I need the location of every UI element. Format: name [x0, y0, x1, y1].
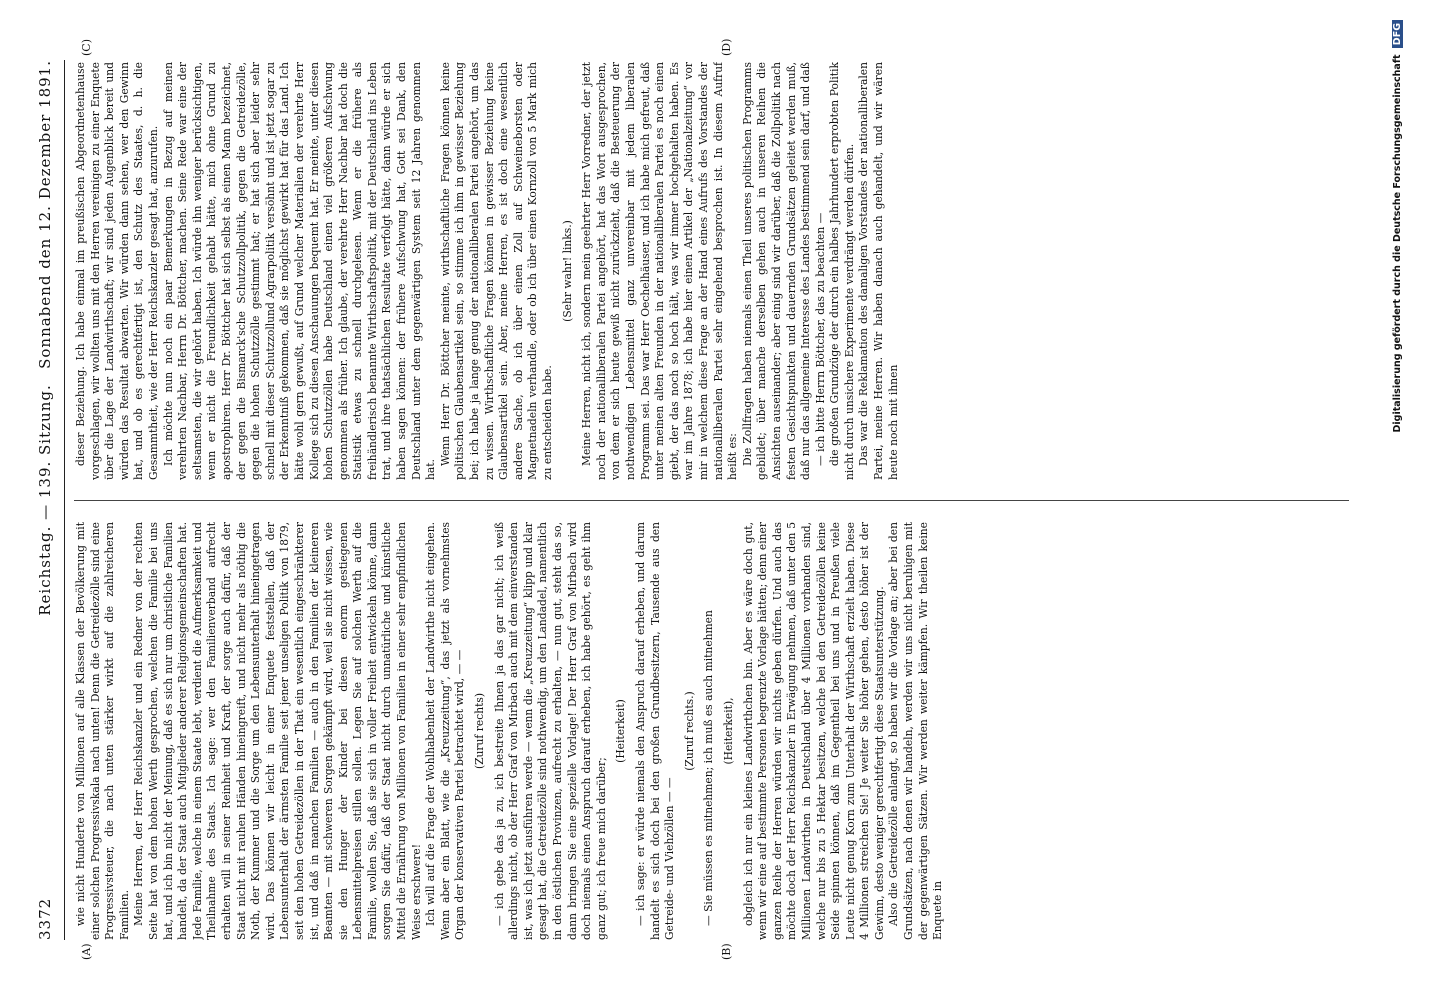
session-date: Sonnabend den 12. Dezember 1891. — [36, 60, 54, 369]
paragraph: Also die Getreidezölle anlangt, so haben wir die Vorlage an; aber bei den Grundsätzen, nach denen wir handeln, werden wir uns nicht beruhigen mit der gegenwärtigen Sätzen. Wir werden weiter kämpfen. Wir theilen keine Enquete in — [887, 522, 945, 940]
paragraph: Das war die Reklamation des damaligen Vorstandes der nationalliberalen Partei, meine Herren. Wir haben danach auch gehandelt, und wir wären heute noch mit ihnen — [857, 62, 900, 480]
paragraph: — Sie müssen es mitnehmen; ich muß es auch mitnehmen — [702, 610, 716, 926]
margin-marker-a: (A) — [80, 943, 93, 960]
interjection: (Zuruf rechts.) — [682, 691, 696, 771]
margin-marker-d: (D) — [720, 38, 733, 56]
paragraph: Die Zollfragen haben niemals einen Theil unseres politischen Programms gebildet; über manche derselben gehen auch in unseren Reihen die Ansichten auseinander; aber einig sind wir darüber, daß die Zollpolitik nach festen Gesichtspunkten und dauernden Grundsätzen geleitet werden muß, daß nur das allgemeine Interesse des Landes bestimmend sein darf, und daß — [740, 62, 813, 480]
dfg-logo: DFG — [1392, 20, 1403, 48]
left-column — [74, 522, 1349, 940]
digitization-note — [1392, 20, 1410, 580]
paragraph: Meine Herren, der Herr Reichskanzler und ein Redner von der rechten Seite hat von dem hohen Werth gesprochen, welchen die Familie bei uns hat, und ich bin nicht der Meinung, daß es sich nur um christliche Familien handelt, da der Staat auch Mitglieder anderer Religionsgemeinschaften hat. Jede Familie, welche in einem Staate lebt, verdient die Aufmerksamkeit und Theilnahme des Staats. Ich sage: wer den Familienverband aufrecht erhalten will in seiner Reinheit und Kraft, der sorge auch dafür, daß der Staat nicht mit rauhen Händen hineingreift, und nicht mehr als nöthig die Noth, der Kummer und die Sorge um den Lebensunterhalt hineingetragen wird. Das können wir leicht in einer Enquete feststellen, daß der Lebensunterhalt der ärmsten Familie seit jener unseligen Politik von 1879, seit den hohen Getreidezöllen in der That ein wesentlich eingeschränkterer ist, und daß in manchen Familien — auch in den Familien der kleineren Beamten — mit schweren Sorgen gekämpft wird, weil sie nicht wissen, wie sie den Hunger der Kinder bei diesen enorm gestiegenen Lebensmittelpreisen stillen sollen. Legen Sie auf solchen Werth auf die Familie, wollen Sie, daß sie sich in voller Freiheit entwickeln könne, dann sorgen Sie dafür, daß der Staat nicht durch unnatürliche und künstliche Mittel die Ernährung von Millionen von Familien in einer sehr empfindlichen Weise erschwere! — [132, 522, 423, 940]
paragraph: Meine Herren, nicht ich, sondern mein geehrter Herr Vorredner, der jetzt noch der nationalliberalen Partei angehört, hat das Wort ausgesprochen, von dem er sich heute gewiß nicht zurückzieht, daß die Besteuerung der nothwendigen Lebensmittel ganz unvereinbar mit jedem liberalen Programm sei. Das war Herr Oechelhäuser, und ich habe mich gefreut, daß unter meinen alten Freunden in der nationalliberalen Partei es noch einen giebt, der das noch so hoch hält, was wir immer hochgehalten haben. Es war im Jahre 1878; ich habe hier einen Artikel der „Nationalzeitung“ vor mir in welchem diese Frage an der Hand eines Aufrufs des Vorstandes der nationalliberalen Partei sehr eingehend besprochen ist. In diesem Aufruf heißt es: — [580, 62, 740, 480]
margin-marker-b: (B) — [720, 943, 733, 960]
paragraph: die großen Grundzüge der durch ein halbes Jahrhundert erprobten Politik nicht durch unsichere Experimente verdrängt werden dürfen. — [828, 62, 856, 480]
paragraph: Wenn Herr Dr. Böttcher meinte, wirthschaftliche Fragen können keine politischen Glaubensartikel sein, so stimme ich ihm in gewisser Beziehung bei; ich habe ja lange genug der nationalliberalen Partei angehört, um das zu wissen. Wirthschaftliche Fragen können in gewisser Beziehung keine Glaubensartikel sein. Aber, meine Herren, es ist doch eine wesentlich andere Sache, ob ich über einen Zoll auf Schweineborsten oder Magnetnadeln verhandle, oder ob ich über einen Kornzoll von 5 Mark mich zu entscheiden habe. — [438, 62, 554, 480]
interjection: (Zuruf rechts) — [473, 692, 487, 770]
interjection: (Heiterkeit), — [721, 697, 735, 765]
header-rule — [64, 60, 65, 940]
paragraph: — ich bitte Herrn Böttcher, das zu beachten — — [813, 212, 827, 466]
paragraph: — ich sage: er würde niemals den Anspruch darauf erheben, und darum handelt es sich doch bei den großen Grundbesitzern, Tausende aus den Getreide- und Viehzöllen — — — [633, 522, 677, 940]
interjection: (Heiterkeit) — [614, 699, 628, 763]
paragraph: — ich gebe das ja zu, ich bestreite Ihnen ja das gar nicht; ich weiß allerdings nicht, ob der Herr Graf von Mirbach auch mit dem einverstanden ist, was ich jetzt ausführen werde — wenn die „Kreuzzeitung“ klipp und klar gesagt hat, die Getreidezölle sind nothwendig, um den Landadel, namentlich in den östlichen Provinzen, aufrecht zu erhalten, — nun gut, steht das so, dann bringen Sie eine spezielle Vorlage! Der Herr Graf von Mirbach wird doch niemals einen Anspruch darauf erheben, ich habe gehört, es geht ihm ganz gut; ich freue mich darüber; — [492, 522, 608, 940]
paragraph: obgleich ich nur ein kleines Landwirthchen bin. Aber es wäre doch gut, wenn wir eine auf bestimmte Personen begrenzte Vorlage hätten; denn einer ganzen Reihe der Herren würden wir nichts geben dürfen. Und auch das möchte doch der Herr Reichskanzler in Erwägung nehmen, daß unter den 5 Millionen Landwirthen in Deutschland über 4 Millionen vorhanden sind, welche nur bis zu 5 Hektar besitzen, welche bei den Getreidezöllen keine Seide spinnen können, daß im Gegentheil bei uns und in Preußen viele Leute nicht genug Korn zum Unterhalt der Wirthschaft erzielt haben. Diese 4 Millionen streichen Sie! Je weiter Sie höher gehen, desto höher ist der Gewinn, desto weniger gerechtfertigt diese Staatsunterstützung. — [741, 522, 886, 940]
interjection: (Sehr wahr! links.) — [560, 220, 574, 322]
page-header — [30, 60, 62, 940]
right-column — [74, 62, 1349, 480]
paragraph: Ich möchte nun noch ein paar Bemerkungen in Bezug auf meinen verehrten Nachbar, Herrn Dr. Böttcher, machen. Seine Rede war eine der seltsamsten, die wir gehört haben. Ich würde ihn weniger berücksichtigen, wenn er nicht die Freundlichkeit gehabt hätte, mich ohne Grund zu apostrophiren. Herr Dr. Böttcher hat sich selbst als einen Mann bezeichnet, der gegen die Bismarck'sche Schutzzollpolitik, gegen die Getreidezölle, gegen die hohen Schutzzölle gestimmt hat; er hat sich aber leider sehr schnell mit dieser Schutzzollund Agrarpolitik versöhnt und ist jetzt sogar zu der Erkenntniß gekommen, daß sie möglichst gewirkt hat für das Land. Ich hätte wohl gern gewußt, auf Grund welcher Materialien der verehrte Herr Kollege sich zu diesen Anschauungen bequemt hat. Er meinte, unter diesen hohen Schutzzöllen habe Deutschland einen viel größeren Aufschwung genommen als früher. Ich glaube, der verehrte Herr Nachbar hat doch die Statistik etwas zu schnell durchgelesen. Wenn er die frühere als freihändlerisch benannte Wirthschaftspolitik, mit der Deutschland ins Leben trat, und ihre thatsächlichen Resultate verfolgt hätte, dann würde er sich haben sagen können: der frühere Aufschwung hat, Gott sei Dank, den Deutschland unter dem gegenwärtigen System seit 12 Jahren genommen hat. — [161, 62, 438, 480]
column-divider — [74, 500, 1349, 501]
paragraph: dieser Beziehung. Ich habe einmal im preußischen Abgeordnetenhause vorgeschlagen, wir wollten uns mit den Herren vereinigen zu einer Enquete über die Lage der Landwirthschaft; wir sind jeden Augenblick bereit und würden das Resultat abwarten. Wir würden dann sehen, wer den Gewinn hat, und ob es gerechtfertigt ist, den Schutz des Staates, d. h. die Gesammtheit, wie der Herr Reichskanzler gesagt hat, anzurufen. — [74, 62, 160, 480]
paragraph: wie nicht Hunderte von Millionen auf alle Klassen der Bevölkerung mit einer solchen Progressivskala nach unten! Denn die Getreidezölle sind eine Progressivsteuer, die nach unten stärker wirkt auf die zahlreicheren Familien. — [74, 522, 131, 940]
margin-marker-c: (C) — [80, 39, 93, 56]
page-number: 3372 — [36, 897, 54, 940]
paragraph: Ich will auf die Frage der Wohlhabenheit der Landwirthe nicht eingehen. Wenn aber ein Blatt, wie die „Kreuzzeitung“, das jetzt als vornehmstes Organ der konservativen Partei betrachtet wird, — — — [424, 522, 467, 940]
session-title: Reichstag. — 139. Sitzung. — [36, 384, 54, 616]
funding-text: Digitalisierung gefördert durch die Deutsche Forschungsgemeinschaft — [1392, 54, 1403, 433]
